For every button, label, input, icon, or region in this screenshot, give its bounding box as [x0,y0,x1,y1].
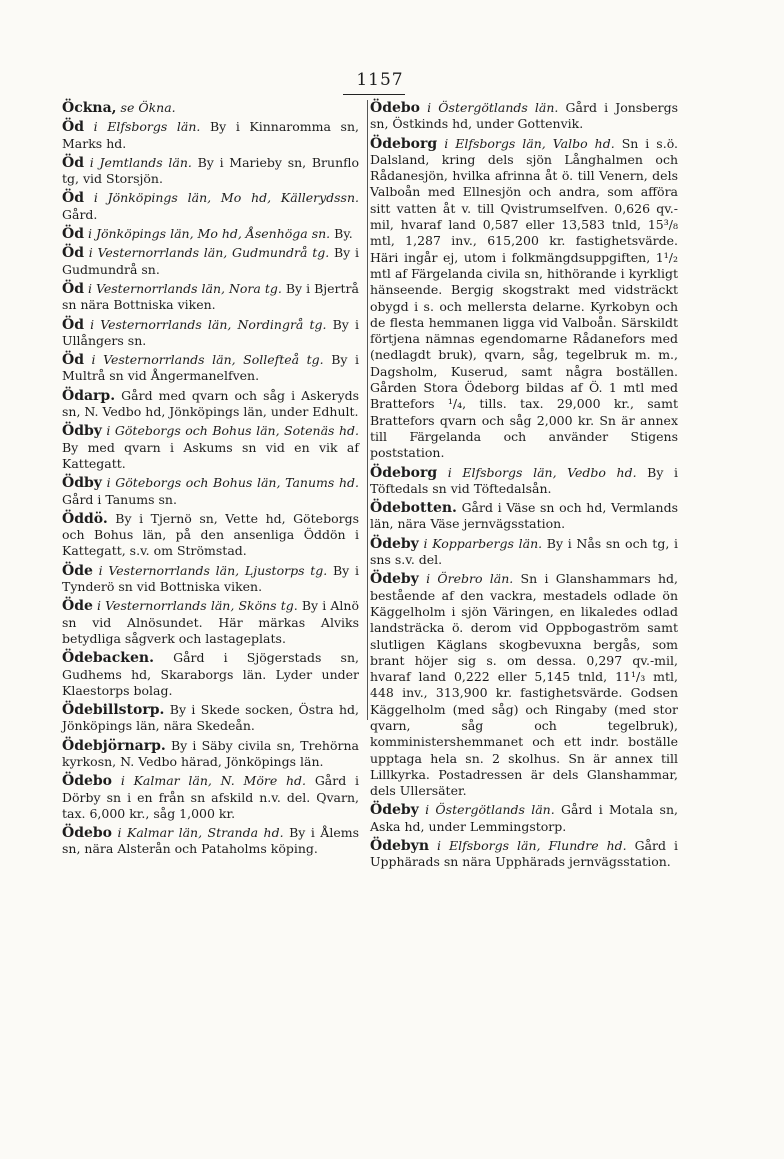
entry-headword: Öd [62,190,84,207]
dictionary-entry [370,100,678,133]
entry-headword: Öddö. [62,510,108,527]
entry-text: By i Gudmundrå sn. [62,245,359,277]
entry-headword: Ödebo [62,825,113,842]
entry-headword: Ödby [62,475,102,492]
dictionary-entry [370,802,678,835]
entry-text: By med qvarn i Askums sn vid en vik af Kattegatt. [62,439,359,471]
entry-headword: Ödebillstorp. [62,702,165,719]
entry-headword: Öd [62,119,84,136]
entry-text: By i Kinnaromma sn, Marks hd. [62,119,359,151]
entry-headword: Öd [62,280,84,297]
entry-location: i Vesternorrlands län, Nora tg. [87,280,282,296]
entry-text: Sn i s.ö. Dalsland, kring dels sjön Långhalmen och Rådanesjön, hvilka afrinna åt ö. till Venern, dels Valboån med Ellnesjön och andra, som afföra sitt vatten åt v. till Qvistrumselfven. 0,626 qv.-mil, hvaraf land 0,587 eller 13,583 tnld, 15³/₈ mtl, 1,287 inv., 615,200 kr. fastighetsvärde. Häri ingår ej, utom i folkmängdsuppgiften, 1¹/₂ mtl af Färgelanda civila sn, hithörande i kyrkligt hänseende. Bergig skogstrakt med vidsträckt obygd i s. och mellersta delarne. Kyrkobyn och de flesta hemmanen ligga vid Valboån. Särskildt förtjena nämnas egendomarne Rådanefors med (nedlagdt bruk), qvarn, såg, tegelbruk m. m., Dagsholm, Kuserud, samt några boställen. Gården Stora Ödeborg bildas af Ö. 1 mtl med Brattefors ¹/₄, tills. tax. 29,000 kr., samt Brattefors qvarn och såg 2,000 kr. Sn är annex till Färgelanda och använder Stigens poststation. [370,135,678,461]
dictionary-entry [62,245,359,278]
entry-text: By i Marieby sn, Brunflo tg, vid Storsjön. [62,154,359,187]
entry-location: i Vesternorrlands län, Ljustorps tg. [98,562,328,578]
dictionary-entry [62,317,359,350]
entry-location: i Kalmar län, N. Möre hd. [120,773,307,789]
entry-text: Gård i Motala sn, Aska hd, under Lemmingstorp. [370,802,678,834]
dictionary-entry [370,838,678,871]
dictionary-entry [62,190,359,223]
entry-location: i Vesternorrlands län, Sköns tg. [97,598,298,614]
entry-location: i Elfsborgs län, Valbo hd. [444,135,615,151]
dictionary-entry [62,702,359,735]
page-number: 1157 [356,70,404,90]
entry-text: By i Alnö sn vid Alnösundet. Här märkas Alviks betydliga sågverk och lastageplats. [62,598,359,646]
entry-text: Gård i Tanums sn. [62,491,177,507]
entry-location: i Jemtlands län. [89,154,192,170]
entry-headword: Öd [62,245,84,262]
entry-headword: Öd [62,154,84,171]
entry-text: Gård i Sjögerstads sn, Gudhems hd, Skaraborgs län. Lyder under Klaestorps bolag. [62,650,359,698]
entry-text: By i Tynderö sn vid Bottniska viken. [62,562,359,595]
left-column [62,100,359,861]
dictionary-entry [62,475,359,508]
entry-text: Gård med qvarn och såg i Askeryds sn, N. Vedbo hd, Jönköpings län, under Edhult. [62,387,359,420]
entry-headword: Ödeby [370,802,419,819]
entry-text: Gård. [62,206,98,222]
entry-text: By. [334,226,353,242]
entry-headword: Ödarp. [62,387,116,404]
entry-location: i Vesternorrlands län, Nordingrå tg. [90,316,327,332]
entry-headword: Ödeborg [370,464,438,481]
entry-headword: Öde [62,598,93,615]
dictionary-entry [62,738,359,771]
entry-text: By i Ullångers sn. [62,316,359,348]
entry-location: i Östergötlands län. [427,100,559,115]
entry-text: By i Tjernö sn, Vette hd, Göteborgs och Bohus län, på den ansenliga Öddön i Kattegatt, s.v. om Strömstad. [62,510,359,559]
dictionary-entry [62,511,359,560]
entry-text: By i Multrå sn vid Ångermanelfven. [62,352,359,384]
entry-text: Gård i Dörby sn i en från sn afskild n.v. del. Qvarn, tax. 6,000 kr., såg 1,000 kr. [62,773,359,821]
entry-headword: Öckna, [62,100,117,116]
entry-location: i Göteborgs och Bohus län, Tanums hd. [106,475,359,491]
entry-location: i Östergötlands län. [425,802,555,818]
entry-location: i Elfsborgs län, Flundre hd. [436,838,627,854]
entry-headword: Öd [62,316,84,333]
entry-headword: Ödeborg [370,135,438,152]
header-rule [343,94,405,95]
entry-headword: Ödebjörnarp. [62,737,166,754]
entry-location: i Vesternorrlands län, Gudmundrå tg. [88,245,330,261]
entry-text: Gård i Jonsbergs sn, Östkinds hd, under Gottenvik. [370,100,678,132]
entry-headword: Ödebo [62,773,113,790]
dictionary-entry [370,465,678,498]
entry-location: i Elfsborgs län. [93,119,201,135]
dictionary-entry [62,563,359,596]
entry-text: By i Säby civila sn, Trehörna kyrkosn, N. Vedbo härad, Jönköpings län. [62,737,359,769]
entry-text: By i Bjertrå sn nära Bottniska viken. [62,280,359,313]
dictionary-entry [62,773,359,822]
entry-headword: Öde [62,562,93,579]
entry-location: i Kalmar län, Stranda hd. [117,825,284,841]
dictionary-entry [62,100,359,116]
entry-location: se Ökna. [120,100,176,115]
entry-headword: Ödebyn [370,838,429,855]
entry-text: Gård i Väse sn och hd, Vermlands län, nära Väse jernvägsstation. [370,500,678,532]
dictionary-entry [370,536,678,569]
entry-location: i Vesternorrlands län, Sollefteå tg. [91,352,324,368]
entry-headword: Ödby [62,423,102,440]
dictionary-entry [370,136,678,462]
entry-text: By i Nås sn och tg, i sns s.v. del. [370,535,678,568]
entry-headword: Ödeby [370,571,419,588]
entry-headword: Öd [62,226,84,243]
entry-headword: Ödeby [370,535,419,552]
dictionary-entry [62,598,359,647]
entry-text: By i Töftedals sn vid Töftedalsån. [370,464,679,496]
dictionary-entry [62,119,359,152]
column-divider [367,100,368,720]
right-column [370,100,678,874]
entry-location: i Jönköpings län, Mo hd, Källerydssn. [93,190,359,206]
dictionary-entry [62,226,359,242]
entry-headword: Ödebacken. [62,650,154,667]
entry-headword: Ödebo [370,100,421,116]
entry-location: i Elfsborgs län, Vedbo hd. [447,464,637,480]
dictionary-entry [370,500,678,533]
dictionary-entry [62,155,359,188]
entry-location: i Göteborgs och Bohus län, Sotenäs hd. [106,423,359,439]
dictionary-entry [62,388,359,421]
entry-location: i Kopparbergs län. [423,535,543,551]
entry-location: i Örebro län. [426,571,514,587]
entry-text: By i Ålems sn, nära Alsterån och Pataholms köping. [62,825,359,857]
dictionary-entry [62,423,359,472]
dictionary-entry [370,571,678,799]
entry-headword: Öd [62,352,84,369]
entry-headword: Ödebotten. [370,500,457,517]
dictionary-entry [62,352,359,385]
entry-text: Sn i Glanshammars hd, bestående af den vackra, mestadels odlade ön Käggelholm i sjön Väringen, en likaledes odlad landsträcka ö. derom vid Oppbogaström samt slutligen Käglans skogbevuxna bergås, som brant höjer sig s. om dessa. 0,297 qv.-mil, hvaraf land 0,222 eller 5,145 tnld, 11¹/₃ mtl, 448 inv., 313,900 kr. fastighetsvärde. Godsen Käggelholm (med såg) och Ringaby (med stor qvarn, såg och tegelbruk), komministershemmanet och ett indr. boställe upptaga hela sn. 2 skolhus. Sn är annex till Lillkyrka. Postadressen är dels Glanshammar, dels Ullersäter. [370,571,678,799]
entry-location: i Jönköpings län, Mo hd, Åsenhöga sn. [87,226,331,242]
dictionary-entry [62,650,359,699]
entry-text: By i Skede socken, Östra hd, Jönköpings län, nära Skedeån. [62,702,360,734]
entry-text: Gård i Upphärads sn nära Upphärads jernvägsstation. [370,838,678,870]
dictionary-entry [62,281,359,314]
dictionary-entry [62,825,359,858]
